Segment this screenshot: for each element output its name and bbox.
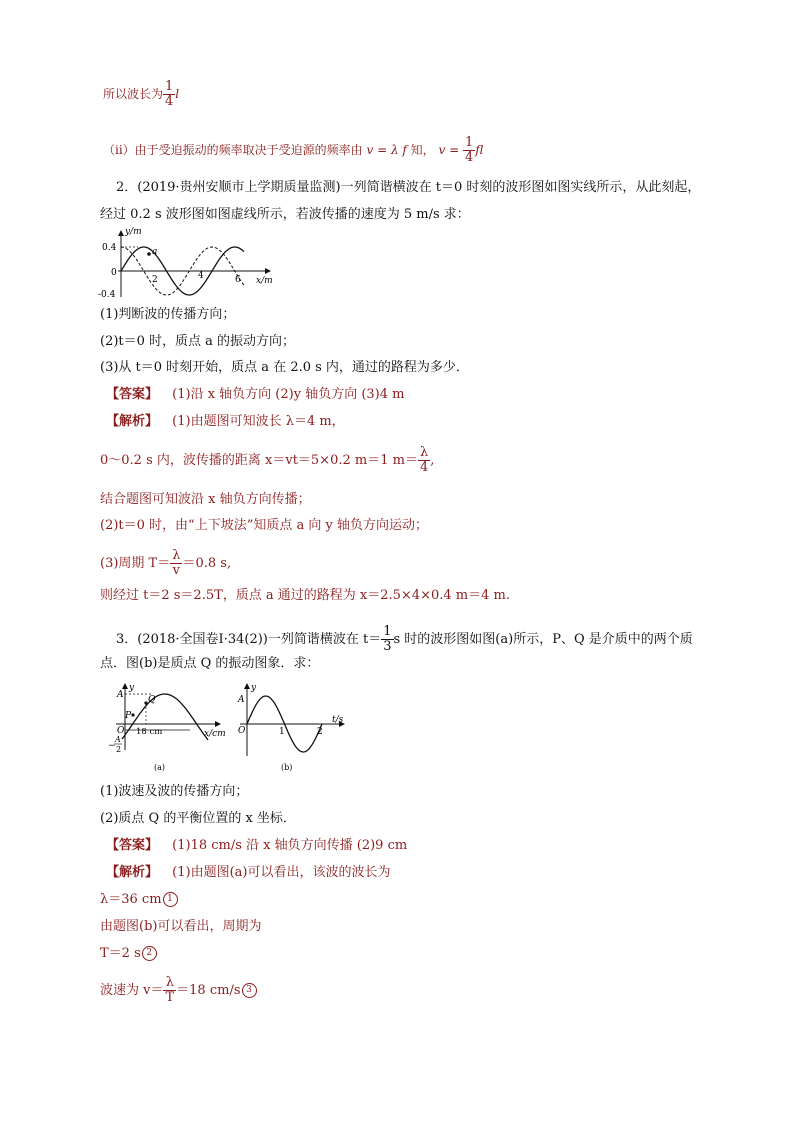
fraction-numerator: λ (172, 548, 181, 563)
fraction-numerator: 1 (383, 624, 392, 639)
fraction-denominator: v (172, 563, 181, 578)
point-a-marker (147, 252, 151, 256)
circled-number: 3 (242, 983, 257, 998)
fraction-numerator: 1 (165, 79, 174, 94)
q2-line1: 2．(2019·贵州安顺市上学期质量监测)一列简谐横波在 t＝0 时刻的波形图如图实线所示，从此刻起， (116, 180, 701, 195)
q2-sub3: (3)从 t＝0 时刻开始，质点 a 在 2.0 s 内，通过的路程为多少． (100, 360, 469, 375)
q3-line1-tail: s 时的波形图如图(a)所示，P、Q 是介质中的两个质 (393, 632, 693, 647)
wave-curve (122, 694, 208, 740)
q3-analysis-5-fraction (163, 976, 176, 1005)
q2-analysis-3: 结合题图可知波沿 x 轴负方向传播； (100, 492, 311, 507)
caption-b: (b) (281, 763, 293, 772)
q3-figure-a (108, 680, 233, 772)
q3-analysis-2-text: λ＝36 cm (100, 892, 162, 907)
answer-tag: 【答案】 (106, 838, 159, 853)
q3-analysis-1: (1)由题图(a)可以看出，该波的波长为 (172, 865, 391, 880)
analysis-tag: 【解析】 (106, 414, 159, 429)
fraction-denominator: 4 (419, 460, 429, 475)
tick-1: 1 (279, 727, 285, 737)
analysis-tag: 【解析】 (106, 865, 159, 880)
q2-analysis-6: 则经过 t＝2 s＝2.5T，质点 a 通过的路程为 x＝2.5×4×0.4 m＝4 m. (100, 588, 510, 603)
tick-x-6: 6 (235, 275, 241, 285)
q2-analysis-5 (100, 549, 231, 578)
tick-half-a-den: 2 (116, 745, 122, 754)
tick-O: O (238, 726, 246, 736)
q3-analysis-line (106, 865, 390, 881)
q2-answer-line (106, 387, 404, 403)
prev-wavelength-suffix: l (175, 87, 180, 101)
tick-x-2: 2 (152, 275, 158, 285)
q2-sub1: (1)判断波的传播方向； (100, 307, 236, 322)
q2-analysis-2 (100, 446, 434, 475)
prev-wavelength-prefix: 所以波长为 (103, 87, 164, 101)
x-axis-label: x/m (256, 276, 273, 286)
y-axis-label: y (251, 683, 257, 693)
q3-analysis-5-text: 波速为 v＝ (100, 983, 164, 998)
circled-number: 2 (142, 946, 157, 961)
q3-line2: 点．图(b)是质点 Q 的振动图象．求： (100, 656, 320, 671)
fraction-denominator: 4 (465, 150, 474, 165)
q3-answer: (1)18 cm/s 沿 x 轴负方向传播 (2)9 cm (172, 838, 408, 853)
q2-analysis-5-fraction (170, 549, 182, 578)
q3-sub2: (2)质点 Q 的平衡位置的 x 坐标． (100, 811, 296, 826)
q2-analysis-5-text: (3)周期 T＝ (100, 556, 171, 571)
q3-analysis-4 (100, 946, 157, 962)
q3-analysis-4-text: T＝2 s (100, 946, 141, 961)
y-axis-label: y (129, 683, 135, 693)
tick-half-a-num: A (115, 735, 121, 744)
tick-x-4: 4 (198, 271, 204, 281)
point-a-label: a (152, 247, 158, 257)
q3-line1 (116, 625, 693, 654)
point-p-label: P (125, 711, 132, 721)
fraction-denominator: 3 (383, 639, 392, 654)
prev-ii-know: 知， (410, 143, 435, 157)
prev-ii-tail: fl (475, 143, 484, 157)
point-q-label: Q (148, 695, 156, 705)
prev-ii-formula: v = λ f (366, 143, 407, 157)
q2-analysis-2-fraction (418, 446, 430, 475)
prev-ii-line (103, 136, 483, 165)
prev-wavelength-fraction (163, 80, 175, 109)
circled-number: 1 (163, 892, 178, 907)
prev-ii-text: （ii）由于受迫振动的频率取决于受迫源的频率由 (103, 143, 363, 157)
prev-ii-v: v = (438, 143, 460, 157)
tick-y-zero: 0 (111, 268, 117, 278)
prev-ii-fraction (463, 136, 475, 165)
tick-A: A (117, 690, 124, 700)
fraction-denominator: 4 (165, 94, 174, 109)
x-axis-label: x/cm (204, 729, 226, 739)
point-p-marker (131, 713, 134, 716)
prev-wavelength-line (103, 80, 179, 109)
tick-A: A (238, 695, 245, 705)
fraction-numerator: λ (163, 976, 176, 991)
q2-analysis-5-tail: ＝0.8 s, (182, 556, 232, 571)
q3-sub1: (1)波速及波的传播方向； (100, 784, 249, 799)
q2-line2: 经过 0.2 s 波形图如图虚线所示，若波传播的速度为 5 m/s 求： (100, 207, 470, 222)
tick-2: 2 (317, 727, 323, 737)
x-axis-label: t/s (332, 715, 344, 725)
fraction-numerator: λ (418, 446, 430, 461)
q3-time-fraction (381, 625, 393, 654)
tick-minus: − (108, 741, 116, 751)
q2-answer: (1)沿 x 轴负方向 (2)y 轴负方向 (3)4 m (172, 387, 405, 402)
q3-analysis-3: 由题图(b)可以看出，周期为 (100, 919, 262, 934)
span-label: 18 cm (136, 727, 163, 737)
q3-analysis-5 (100, 976, 257, 1005)
fraction-numerator: 1 (465, 135, 474, 150)
tick-O: O (117, 726, 125, 736)
q2-analysis-2-text: 0～0.2 s 内，波传播的距离 x＝vt＝5×0.2 m＝1 m＝ (100, 453, 418, 468)
y-axis-label: y/m (125, 227, 142, 237)
fraction-denominator: T (165, 990, 175, 1005)
q3-analysis-5-tail: ＝18 cm/s (176, 983, 241, 998)
q2-analysis-4: (2)t＝0 时，由“上下坡法”知质点 a 向 y 轴负方向运动； (100, 518, 428, 533)
q2-analysis-2-tail: , (430, 453, 435, 468)
q2-sub2: (2)t＝0 时，质点 a 的振动方向； (100, 334, 296, 349)
q3-figure-b (232, 680, 350, 772)
q2-wave-figure (94, 225, 284, 301)
tick-y-top: 0.4 (102, 243, 117, 253)
tick-y-bottom: -0.4 (98, 290, 116, 300)
q3-answer-line (106, 838, 407, 854)
q3-line1-text: 3．(2018·全国卷Ⅰ·34(2))一列简谐横波在 t＝ (116, 632, 382, 647)
q2-analysis-line (106, 414, 345, 430)
q2-analysis-1: (1)由题图可知波长 λ＝4 m， (172, 414, 345, 429)
answer-tag: 【答案】 (106, 387, 159, 402)
q3-analysis-2 (100, 892, 178, 908)
caption-a: (a) (154, 763, 166, 772)
